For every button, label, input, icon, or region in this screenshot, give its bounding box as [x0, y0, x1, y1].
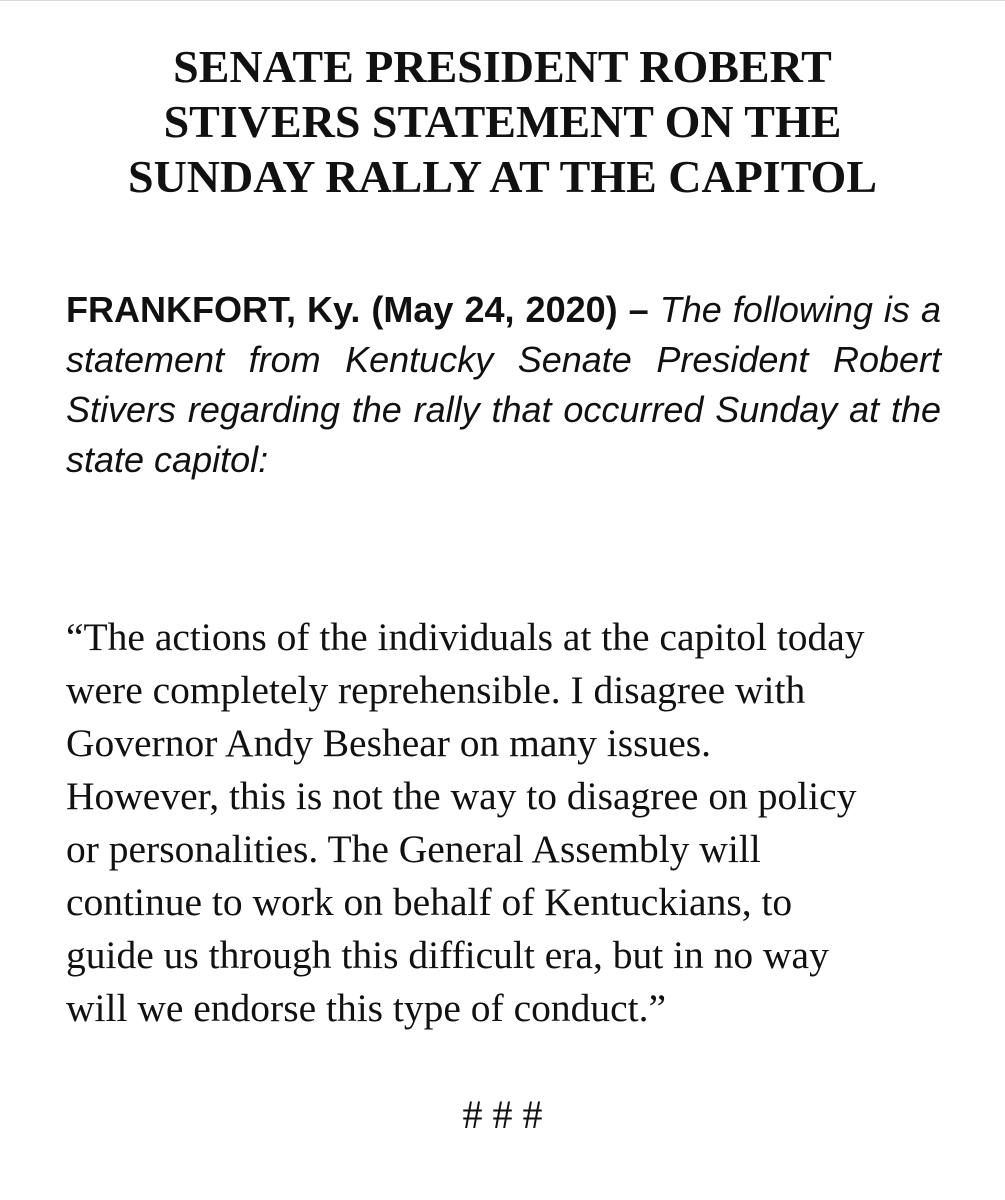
- quote-line: guide us through this difficult era, but in no way: [66, 933, 829, 977]
- statement-quote: [66, 611, 946, 1035]
- lead-paragraph: [66, 285, 941, 485]
- title-line: SENATE PRESIDENT ROBERT: [173, 41, 832, 92]
- press-release-title: [40, 39, 965, 204]
- quote-line: continue to work on behalf of Kentuckians, to: [66, 880, 793, 924]
- intro-text: The following is a statement from Kentucky Senate President Robert Stivers regarding the rally that occurred Sunday at the state capitol:: [66, 289, 941, 480]
- quote-line: “The actions of the individuals at the capitol today: [66, 615, 865, 659]
- quote-line: However, this is not the way to disagree on policy: [66, 774, 857, 818]
- quote-line: will we endorse this type of conduct.”: [66, 986, 667, 1030]
- dateline: FRANKFORT, Ky. (May 24, 2020) –: [66, 289, 649, 330]
- end-mark: # # #: [462, 1092, 543, 1137]
- quote-line: Governor Andy Beshear on many issues.: [66, 721, 712, 765]
- quote-line: were completely reprehensible. I disagree with: [66, 668, 806, 712]
- title-line: STIVERS STATEMENT ON THE: [163, 96, 842, 147]
- title-line: SUNDAY RALLY AT THE CAPITOL: [127, 151, 878, 202]
- quote-line: or personalities. The General Assembly will: [66, 827, 761, 871]
